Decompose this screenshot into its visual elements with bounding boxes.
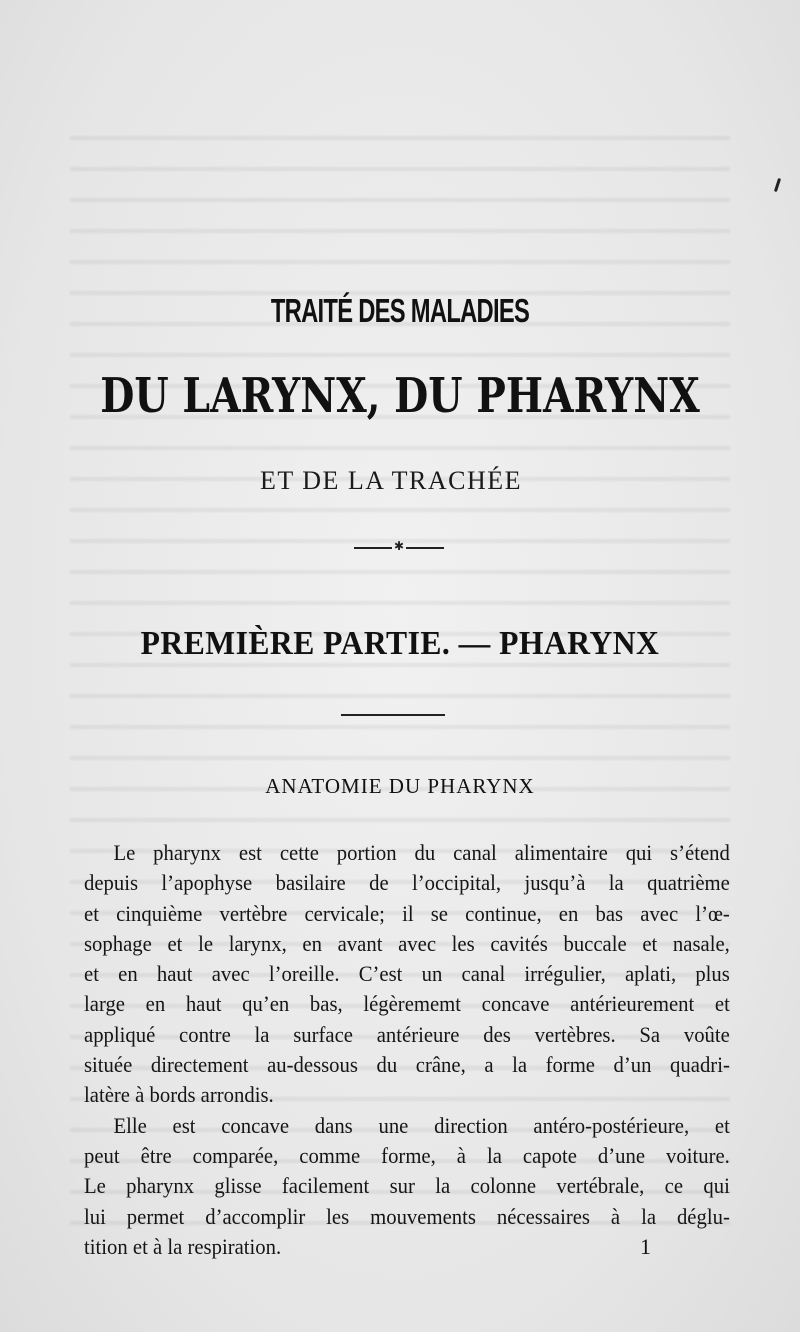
body-line: Le pharynx glisse facilement sur la colonne vertébrale, ce qui — [84, 1173, 730, 1199]
body-text — [84, 838, 730, 1262]
ink-speck — [774, 178, 781, 192]
ornament-rule-left — [354, 547, 392, 549]
body-line: lui permet d’accomplir les mouvements nécessaires à la déglu- — [84, 1203, 730, 1229]
body-line: Elle est concave dans une direction antéro-postérieure, et — [113, 1112, 730, 1138]
body-line: peut être comparée, comme forme, à la capote d’une voiture. — [84, 1142, 730, 1168]
body-line: sophage et le larynx, en avant avec les cavités buccale et nasale, — [84, 930, 730, 956]
section-rule — [341, 714, 445, 716]
page-number: 1 — [640, 1234, 651, 1259]
section-title: ANATOMIE DU PHARYNX — [265, 774, 535, 798]
body-line: située directement au-dessous du crâne, a la forme d’un quadri- — [84, 1052, 730, 1078]
body-line: depuis l’apophyse basilaire de l’occipital, jusqu’à la quatrième — [84, 870, 730, 896]
body-line: large en haut qu’en bas, légèrememt concave antérieurement et — [84, 991, 730, 1017]
ornament-rule-right — [406, 547, 444, 549]
book-title-main: DU LARYNX, DU PHARYNX — [100, 368, 700, 424]
body-line: latère à bords arrondis. — [84, 1082, 274, 1108]
star-ornament-divider — [354, 541, 444, 553]
part-title: PREMIÈRE PARTIE. — PHARYNX — [140, 625, 660, 662]
body-line: et cinquième vertèbre cervicale; il se continue, en bas avec l’œ- — [84, 900, 730, 926]
body-line: et en haut avec l’oreille. C’est un canal irrégulier, aplati, plus — [84, 961, 730, 987]
body-line: appliqué contre la surface antérieure des vertèbres. Sa voûte — [84, 1021, 730, 1047]
star-icon: ✱ — [393, 539, 405, 553]
body-line: Le pharynx est cette portion du canal alimentaire qui s’étend — [113, 840, 730, 865]
book-subtitle: ET DE LA TRACHÉE — [259, 466, 523, 495]
book-title-line-1: TRAITÉ DES MALADIES — [270, 292, 530, 329]
body-line: tition et à la respiration. — [84, 1233, 282, 1259]
